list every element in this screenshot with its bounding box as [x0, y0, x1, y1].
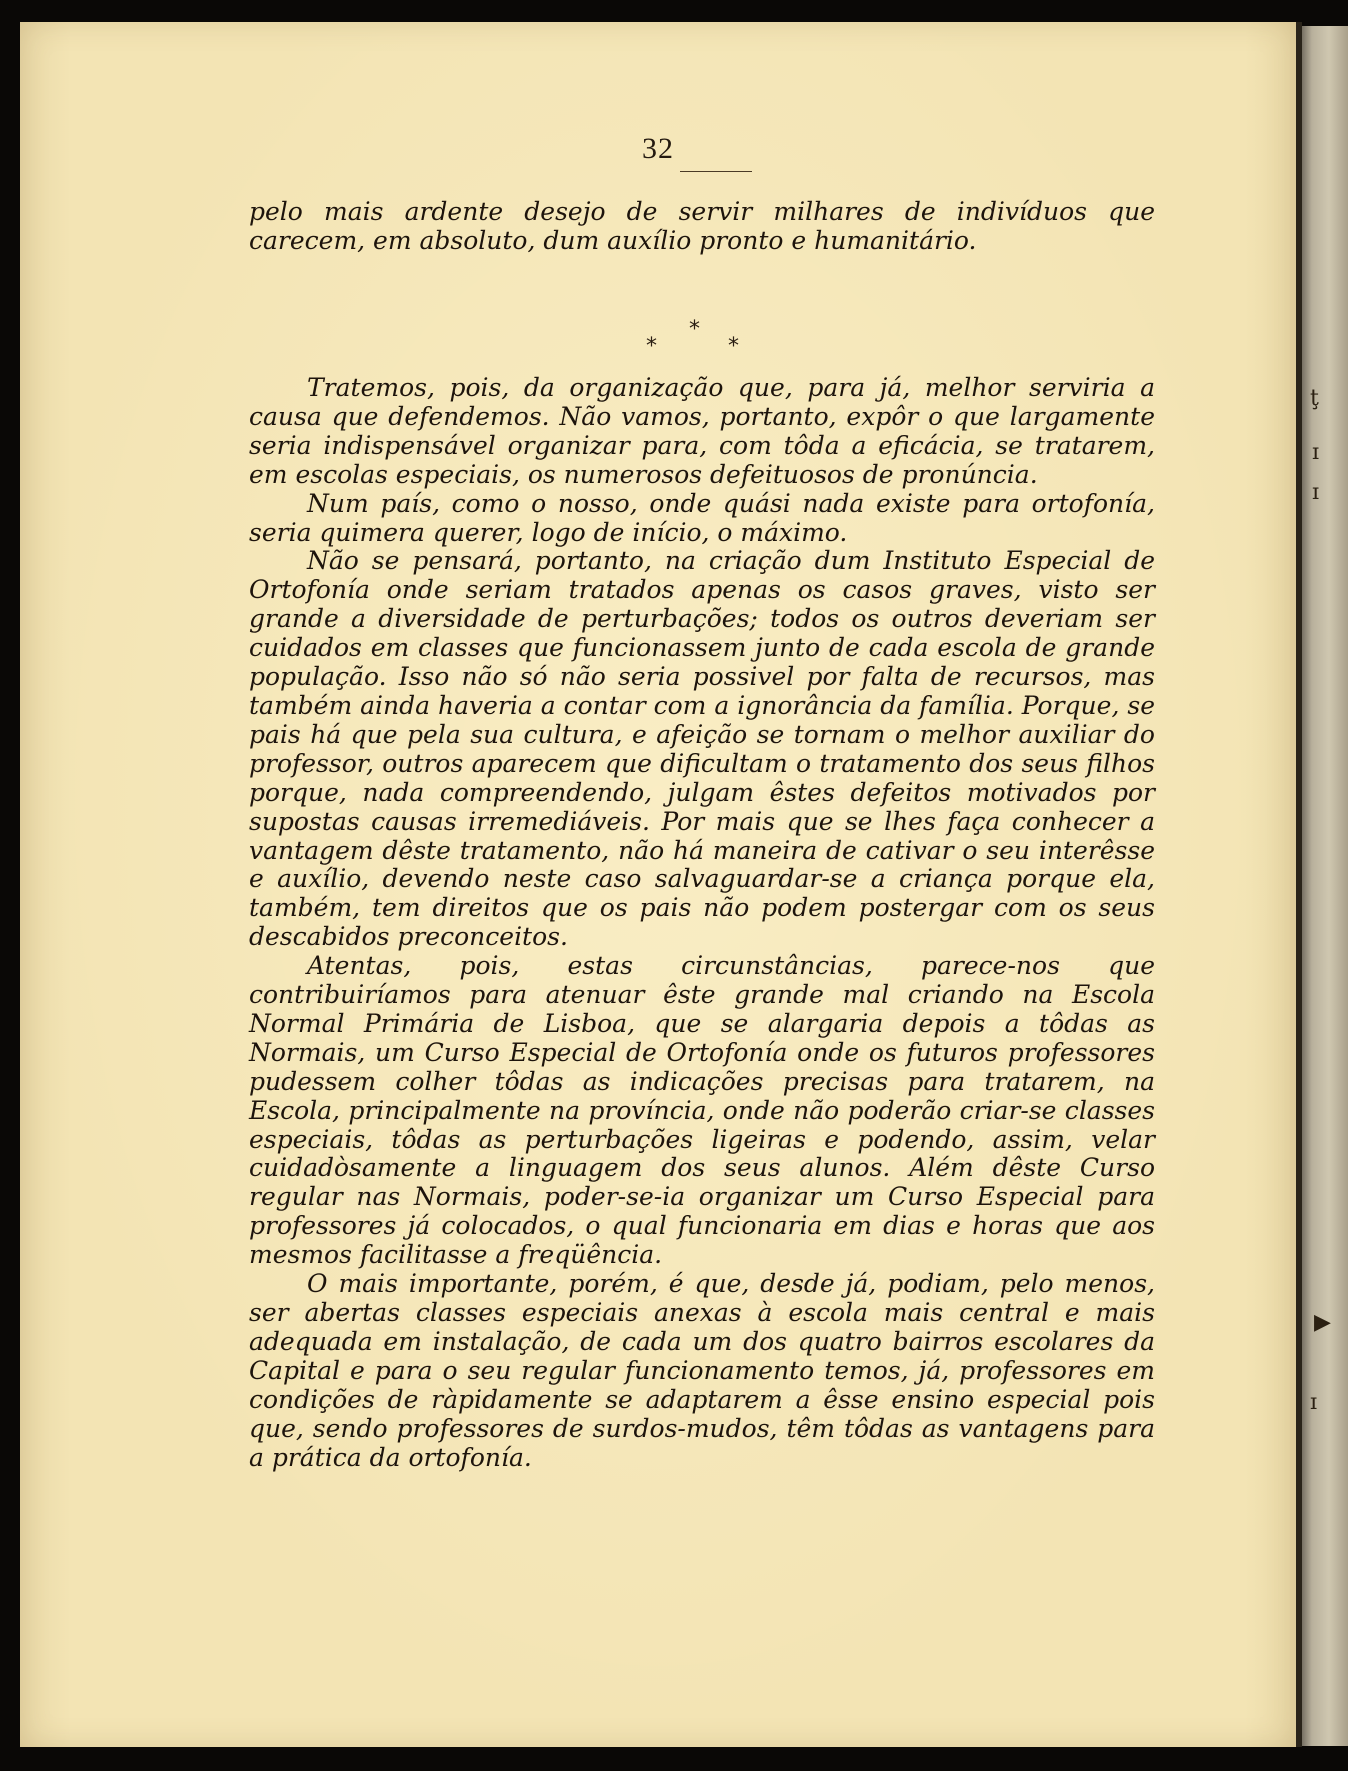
ink-mark: ţ: [1310, 386, 1319, 411]
paragraph: Não se pensará, portanto, na criação dum Instituto Especial de Ortofonía onde seriam tratados apenas os casos graves, visto ser grande a diversidade de perturbações; todos os outros deveriam ser cuidados em classes que funcionassem junto de cada escola de grande população. Isso não só não seria possivel por falta de recursos, mas também ainda haveria a contar com a ignorância da família. Porque, se pais há que pela sua cultura, e afeição se tornam o melhor auxiliar do professor, outros aparecem que dificultam o tratamento dos seus filhos porque, nada compreendendo, julgam êstes defeitos motivados por supostas causas irremediáveis. Por mais que se lhes faça conhecer a vantagem dêste tratamento, não há maneira de cativar o seu interêsse e auxílio, devendo neste caso salvaguardar-se a criança porque ela, também, tem direitos que os pais não podem postergar com os seus descabidos preconceitos.: [249, 546, 1155, 952]
section-break: [20, 317, 1296, 367]
opening-paragraph: pelo mais ardente desejo de servir milhares de indivíduos que carecem, em absoluto, dum auxílio pronto e humanitário.: [249, 197, 1155, 255]
page: [20, 22, 1296, 1747]
ink-mark: ɪ: [1310, 1390, 1318, 1415]
asterisk: *: [728, 334, 739, 359]
body-text: [249, 374, 1155, 1472]
opening-text-block: [249, 198, 1155, 256]
asterisk: *: [646, 334, 657, 359]
page-number-underline: [680, 171, 752, 172]
paragraph: O mais importante, porém, é que, desde já, podiam, pelo menos, ser abertas classes especiais anexas à escola mais central e mais adequada em instalação, de cada um dos quatro bairros escolares da Capital e para o seu regular funcionamento temos, já, professores em condições de ràpidamente se adaptarem a êsse ensino especial pois que, sendo professores de surdos-mudos, têm tôdas as vantagens para a prática da ortofonía.: [249, 1269, 1155, 1472]
page-number: 32: [642, 132, 674, 165]
asterisk: *: [689, 317, 700, 342]
ink-mark: ɪ: [1312, 440, 1320, 465]
paragraph: Num país, como o nosso, onde quási nada existe para ortofonía, seria quimera querer, logo de início, o máximo.: [249, 488, 1155, 547]
ink-mark: ɪ: [1312, 480, 1320, 505]
ink-mark: ▶: [1314, 1310, 1331, 1335]
paragraph: Atentas, pois, estas circunstâncias, parece-nos que contribuiríamos para atenuar êste grande mal criando na Escola Normal Primária de Lisboa, que se alargaria depois a tôdas as Normais, um Curso Especial de Ortofonía onde os futuros professores pudessem colher tôdas as indicações precisas para tratarem, na Escola, principalmente na província, onde não poderão criar-se classes especiais, tôdas as perturbações ligeiras e podendo, assim, velar cuidadòsamente a linguagem dos seus alunos. Além dêste Curso regular nas Normais, poder-se-ia organizar um Curso Especial para professores já colocados, o qual funcionaria em dias e horas que aos mesmos facilitasse a freqüência.: [249, 951, 1155, 1270]
paragraph: Tratemos, pois, da organização que, para já, melhor serviria a causa que defendemos. Não vamos, portanto, expôr o que largamente seria indispensável organizar para, com tôda a eficácia, se tratarem, em escolas especiais, os numerosos defeituosos de pronúncia.: [249, 373, 1155, 489]
